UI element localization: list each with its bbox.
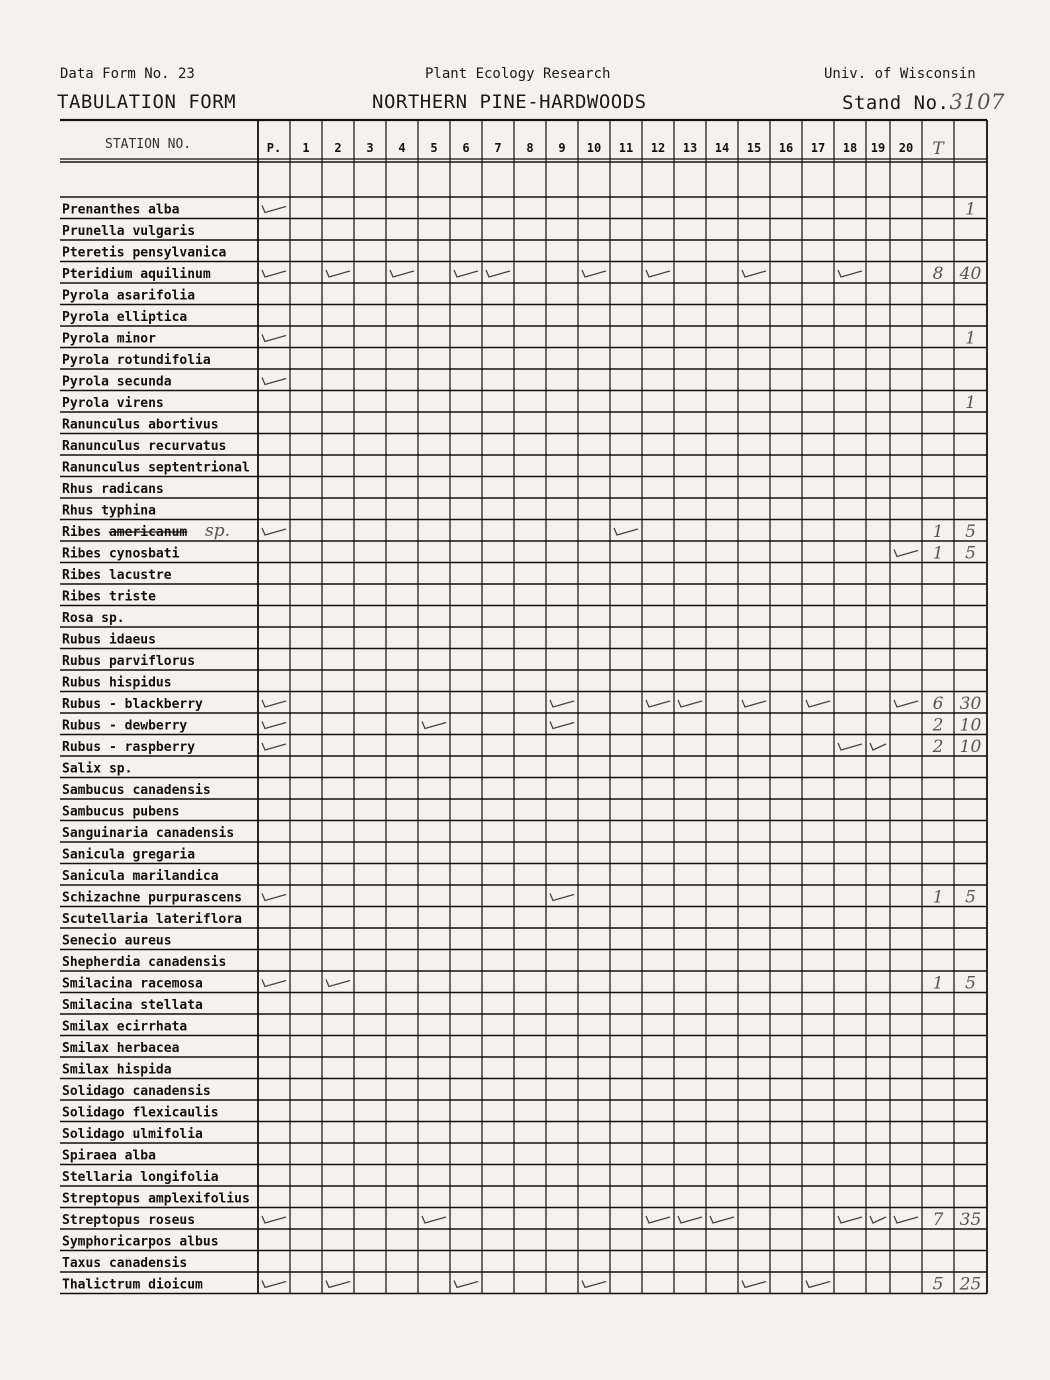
check-mark — [742, 1281, 766, 1288]
frequency-value: 5 — [965, 522, 976, 542]
column-header: 13 — [682, 141, 698, 155]
species-name: Senecio aureus — [62, 933, 172, 949]
check-mark — [742, 700, 766, 707]
species-name: Thalictrum dioicum — [62, 1277, 203, 1293]
check-mark — [454, 270, 478, 277]
species-name: Shepherdia canadensis — [62, 955, 227, 970]
species-name: Pyrola rotundifolia — [62, 353, 211, 368]
total-count: 5 — [932, 1274, 944, 1295]
check-mark — [838, 1216, 862, 1223]
species-name: Ribes triste — [62, 589, 156, 605]
check-mark — [262, 743, 286, 750]
check-mark — [710, 1216, 734, 1223]
species-name: Pteridium aquilinum — [62, 267, 211, 282]
column-header: 7 — [494, 141, 502, 155]
research-label: Plant Ecology Research — [425, 66, 611, 82]
frequency-value: 1 — [965, 393, 976, 413]
check-mark — [806, 700, 830, 707]
column-header: 1 — [302, 141, 310, 155]
check-mark — [422, 1216, 446, 1223]
column-header: 8 — [526, 141, 534, 155]
check-mark — [262, 335, 286, 342]
stand-label: Stand No. — [842, 92, 950, 114]
check-mark — [550, 700, 574, 707]
frequency-value: 40 — [959, 264, 982, 284]
station-number-label: STATION NO. — [105, 137, 192, 152]
check-mark — [870, 1216, 886, 1223]
form-number: Data Form No. 23 — [60, 66, 195, 82]
check-mark — [806, 1281, 830, 1288]
check-mark — [262, 894, 286, 901]
species-name: Pyrola asarifolia — [62, 288, 196, 304]
species-name: Sambucus canadensis — [62, 783, 211, 798]
species-name: Smilacina racemosa — [62, 976, 203, 992]
column-header: 11 — [618, 141, 634, 155]
total-count: 6 — [932, 694, 944, 714]
species-name: Streptopus roseus — [62, 1213, 196, 1228]
check-mark — [262, 980, 286, 987]
species-name: Rubus parviflorus — [62, 654, 196, 669]
frequency-value: 10 — [959, 737, 982, 757]
species-name: Scutellaria lateriflora — [62, 912, 243, 927]
species-note: sp. — [205, 521, 231, 541]
species-name: Rubus idaeus — [62, 632, 156, 648]
total-count: 1 — [932, 522, 944, 542]
frequency-value: 35 — [959, 1210, 982, 1230]
check-mark — [894, 700, 918, 707]
column-header: T — [932, 139, 944, 159]
species-name: Ranunculus recurvatus — [62, 439, 227, 454]
check-mark — [326, 1281, 350, 1288]
species-name: Smilacina stellata — [62, 998, 203, 1013]
column-header: 4 — [398, 141, 406, 155]
check-mark — [582, 1281, 606, 1288]
species-name: Pyrola minor — [62, 331, 156, 347]
check-mark — [390, 270, 414, 277]
check-mark — [422, 722, 446, 729]
total-count: 1 — [932, 543, 944, 564]
column-header: 9 — [558, 141, 566, 155]
column-header: 15 — [746, 141, 762, 155]
species-name: Prunella vulgaris — [62, 224, 196, 239]
column-header: 18 — [842, 141, 858, 155]
species-name: Spiraea alba — [62, 1148, 156, 1164]
total-count: 2 — [932, 715, 944, 736]
species-name: Ribes lacustre — [62, 568, 172, 583]
check-mark — [582, 270, 606, 277]
check-mark — [326, 980, 350, 987]
species-name: Rosa sp. — [62, 611, 125, 626]
column-header: 19 — [870, 141, 886, 155]
check-mark — [486, 270, 510, 277]
species-name: Rubus - raspberry — [62, 740, 196, 755]
species-name: Ribes americanum — [62, 525, 188, 540]
species-name: Rhus typhina — [62, 503, 156, 519]
frequency-value: 1 — [965, 328, 976, 349]
check-mark — [262, 1216, 286, 1223]
species-name: Rubus hispidus — [62, 675, 172, 691]
community-title: NORTHERN PINE-HARDWOODS — [372, 91, 647, 113]
frequency-value: 5 — [965, 973, 976, 994]
check-mark — [326, 270, 350, 277]
total-count: 7 — [932, 1210, 944, 1230]
check-mark — [646, 270, 670, 277]
species-name: Symphoricarpos albus — [62, 1234, 219, 1250]
column-header: 3 — [366, 141, 374, 155]
column-header: 6 — [462, 141, 470, 155]
frequency-value: 5 — [965, 887, 976, 908]
check-mark — [262, 1281, 286, 1288]
check-mark — [550, 894, 574, 901]
species-name: Sambucus pubens — [62, 804, 180, 820]
species-name: Stellaria longifolia — [62, 1170, 219, 1185]
column-header: 5 — [430, 141, 438, 155]
check-mark — [614, 528, 638, 535]
total-count: 8 — [932, 264, 944, 284]
species-name: Streptopus amplexifolius — [62, 1191, 250, 1207]
university-label: Univ. of Wisconsin — [824, 66, 976, 82]
check-mark — [262, 528, 286, 535]
species-name: Prenanthes alba — [62, 202, 180, 218]
check-mark — [550, 722, 574, 729]
species-name: Sanicula marilandica — [62, 869, 219, 884]
species-name: Ribes cynosbati — [62, 546, 180, 562]
check-mark — [678, 700, 702, 707]
frequency-value: 10 — [959, 715, 982, 736]
column-header: 14 — [714, 141, 730, 155]
frequency-value: 30 — [959, 694, 982, 714]
species-name: Solidago ulmifolia — [62, 1127, 203, 1142]
species-name: Taxus canadensis — [62, 1256, 188, 1271]
species-name: Pyrola elliptica — [62, 310, 188, 325]
species-name: Salix sp. — [62, 761, 133, 777]
column-header: 2 — [334, 141, 342, 155]
species-name: Rubus - dewberry — [62, 718, 188, 734]
check-mark — [678, 1216, 702, 1223]
frequency-value: 1 — [965, 199, 976, 220]
check-mark — [262, 700, 286, 707]
check-mark — [454, 1281, 478, 1288]
total-count: 1 — [932, 887, 944, 908]
column-header: P. — [266, 141, 282, 155]
check-mark — [262, 206, 286, 213]
species-name: Schizachne purpurascens — [62, 890, 243, 906]
species-name: Pyrola virens — [62, 396, 164, 411]
check-mark — [838, 270, 862, 277]
column-header: 17 — [810, 141, 826, 155]
frequency-value: 5 — [965, 543, 976, 564]
total-count: 2 — [932, 737, 944, 757]
column-header: 20 — [898, 141, 914, 155]
check-mark — [838, 743, 862, 750]
species-name: Solidago flexicaulis — [62, 1105, 219, 1121]
species-name: Sanguinaria canadensis — [62, 826, 235, 841]
stand-value: 3107 — [949, 90, 1005, 114]
species-name: Pteretis pensylvanica — [62, 245, 227, 261]
species-name: Smilax hispida — [62, 1062, 172, 1078]
species-name: Solidago canadensis — [62, 1084, 211, 1099]
check-mark — [646, 700, 670, 707]
species-name: Smilax herbacea — [62, 1041, 180, 1056]
check-mark — [646, 1216, 670, 1223]
column-header: 10 — [586, 141, 602, 155]
check-mark — [870, 743, 886, 750]
species-name: Sanicula gregaria — [62, 847, 196, 863]
check-mark — [894, 1216, 918, 1223]
check-mark — [894, 550, 918, 557]
column-header: 16 — [778, 141, 794, 155]
species-name: Rhus radicans — [62, 482, 164, 497]
check-mark — [742, 270, 766, 277]
check-mark — [262, 270, 286, 277]
total-count: 1 — [932, 973, 944, 994]
species-name: Rubus - blackberry — [62, 697, 203, 712]
check-mark — [262, 378, 286, 385]
species-name: Ranunculus abortivus — [62, 417, 219, 433]
species-name: Pyrola secunda — [62, 374, 172, 390]
column-header: 12 — [650, 141, 666, 155]
species-name: Ranunculus septentrional — [62, 460, 250, 476]
species-name: Smilax ecirrhata — [62, 1019, 188, 1035]
form-title: TABULATION FORM — [57, 91, 237, 113]
check-mark — [262, 722, 286, 729]
frequency-value: 25 — [959, 1274, 982, 1295]
